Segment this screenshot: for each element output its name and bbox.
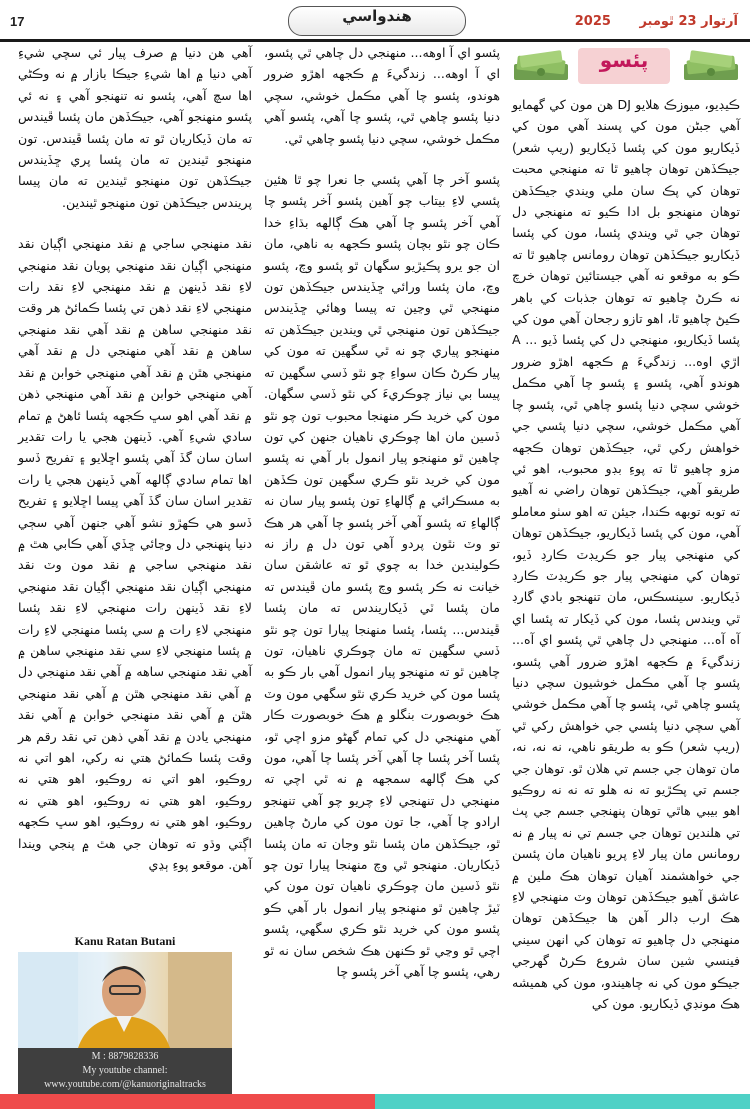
author-photo — [18, 952, 232, 1048]
page-number: 17 — [10, 14, 25, 29]
issue-date-day: آرتوار 23 ٿومبر — [639, 14, 738, 29]
footer-bar — [0, 1094, 750, 1109]
footer-bar-right — [375, 1094, 750, 1109]
author-contact-caption — [18, 1048, 232, 1096]
footer-bar-left — [0, 1094, 375, 1109]
article-column-1 — [512, 94, 740, 1034]
article-paragraph: پئسو اي آ اوهه... منهنجي دل چاهي ٿي پئسو، اي آ اوهه... زندگيءَ ۾ ڪجهه اهڙو ضرور هوندو، پئسو چا آهي مڪمل خوشي، سچي دنيا پئسو چاهي ٿي، پئسو چا آهي، پئسو آهي مڪمل خوشي، سچي دنيا پئسو چاهي ٿي. — [264, 45, 500, 146]
article-column-3 — [18, 42, 252, 895]
issue-year: 2025 — [574, 14, 611, 29]
article-paragraph: نقد منهنجي ساجي ۾ نقد منهنجي اڳيان نقد منهنجي اڳيان نقد منهنجي پويان نقد منهنجي لاءِ نقد ڏينهن ۾ نقد منهنجي لاءِ نقد رات منهنجي لاءِ نقد ذهن تي پئسا ڪمائڻ هر وقت نقد منهنجي ساهن ۾ نقد آهي نقد منهنجي ساهن ۾ نقد آهي منهنجي دل ۾ نقد آهي منهنجي هٿن ۾ نقد آهي منهنجي خوابن ۾ نقد آهي منهنجي خوابن ۾ نقد آهي منهنجي ذهن ۾ نقد آهي اهو سڀ ڪجهه پئسا ئاهڻ ۾ تمام سادي شيءِ آهي. ڏينهن هجي يا رات تقدير اسان سان گڏ آهي پئسو اڇلايو ۽ تفريح ڏسو اها تمام سادي ڳالهه آهي ڏينهن هجي يا رات تقدير اسان سان گڏ آهي پيسا اڇلايو ۽ تفريح ڏسو هي ڪهڙو نشو آهي جنهن آهي سڄي دنيا پنهنجي دل وڃائي ڇڏي آهي ڪابي هٿ ۾ نقد منهنجي ساجي ۾ نقد مون وٽ نقد منهنجي اڳيان نقد منهنجي اڳيان نقد منهنجي لاءِ نقد ڏينهن رات منهنجي لاءِ نقد پئسا منهنجي لاءِ رات ۾ سي پئسا منهنجي لاءِ رات ۾ پئسا منهنجي لاءِ سي نقد منهنجي ساهن ۾ آهي نقد منهنجي ساهه ۾ آهي نقد منهنجي دل ۾ آهي نقد منهنجي هٿن ۾ آهي نقد منهنجي هٿن ۾ آهي نقد منهنجي خوابن ۾ آهي نقد منهنجي يادن ۾ نقد آهي ذهن تي نقد رقم هر وقت پئسا ڪمائڻ هتي نه رکي، اهو اتي نه روڪيو، اهو اتي نه روڪيو، اهو هتي نه روڪيو، اهو هتي نه روڪيو، اهو هتي نه روڪيو، اهو هتي نه روڪيو، اهو سڀ ڪجهه اڳتي وڌو ته توهان جي هٿ ۾ پنجي ويندا آهن. موقعو پوءِ ٻڍي — [18, 236, 252, 873]
article-title: پئسو — [578, 48, 670, 84]
issue-date — [575, 14, 738, 29]
youtube-channel-link[interactable]: www.youtube.com/@kanuoriginaltracks — [44, 1079, 206, 1090]
article-paragraph: ڪيڊيو، ميوزڪ هلايو DJ هن مون کي گهمايو آهي جبڻن مون کي پسند آهي مون کي ڏيکاريو مون کي پئسا ڏيکاريو (ريپ شعر) جيڪڏهن توهان چاهيو ٿا ته منهنجي محبت توهان کي پڪ سان ملي ويندي جيڪڏهن توهان منهنجو بل ادا ڪيو ته منهنجي دل توهان جي ٿي ويندي پئسا، مون کي پئسا ڏيکاريو جيڪڏهن توهان رومانس چاهيو ٿا ته ڪو به موقعو نه آهي جيستائين توهان خرچ نه ڪرڻ چاهيو ته توهان جذبات کي باهر ڪيڻ چاهيو ٿا، اهو تازو رجحان آهي مون کي پئسا ڏيکاريو، منهنجي دل کي پئسا ڏيو ... A اڙي اوه... زندگيءَ ۾ ڪجهه اهڙو ضرور هوندو آهي، پئسو ۽ پئسو چا آهي مڪمل خوشي سچي دنيا پئسو چاهي ٿي، پئسو چا آهي مڪمل خوشي، سچي دنيا پئسي جي خواهش رکي ٿي، جيڪڏهن توهان ڪجهه مزو چاهيو ٿا ته پوءِ بڊو محبوب، اهو ئي طريقو آهي، جيڪڏهن توهان راضي نه آهيو ته توبه توبهه ڪندا، جيئن ته اهو سٺو معاملو آهي، مون کي پئسا ڏيکاريو، جيڪڏهن توهان کي منهنجي پيار جو ڪريڊٽ ڪارڊ ڏيو، توهان کي منهنجي پيار جو ڪريڊٽ ڪارڊ ڏيکاريو. سينسڪس، مان تنهنجو بادي گارڊ ٿي ويندس پئسا، مون کي ڏيکار ته پئسا اي آه آه... منهنجي دل چاهي ٿي پئسو اي آه... زندگيءَ ۾ ڪجهه اهڙو ضرور آهي پئسو، پئسو چا آهي مڪمل خوشيون سچي دنيا پئسو چاهي ٿي، پئسو چا آهي مڪمل خوشي آهي سچي دنيا پئسي جي خواهش رکي ٿي (ريپ شعر) ڪو به طريقو ناهي، نه نه، نه، مان توهان جي جسم تي هلان ٿو. توهان جي جسم تي پڪڙيو ته نه هلو ته نه نه روڪيو اهو بيبي هاٿي توهان پنهنجي جسم جي پٺ تي هلندين توهان جي جسم تي نه پيار ۾ نه رومانس مان پيار لاءِ پريو ناهيان مان پئسن جي خواهشمند آهيان توهان هڪ ملين ۾ عاشق آهيو جيڪڏهن توهان وٽ منهنجي لاءِ هڪ ارب ڊالر آهن ها جيڪڏهن توهان منهنجي دل چاهيو ته توهان کي انهن سيني فينسي شين سان شروع ڪرڻ گهرجي جيڪو مون کي نه چاهيندو، مون کي هميشه هڪ مونڊي ڏيکاريو. مون کي — [512, 97, 740, 1012]
newspaper-masthead: هندواسي — [288, 6, 466, 36]
money-stack-icon — [682, 50, 740, 84]
article-column-2 — [264, 42, 500, 1002]
author-name: Kanu Ratan Butani — [74, 934, 176, 948]
page-header — [0, 0, 750, 40]
youtube-channel-label: My youtube channel: — [82, 1065, 168, 1076]
article-title-block — [512, 44, 740, 90]
article-paragraph: پئسو آخر چا آهي پئسي جا نعرا چو ٿا هئين پئسي لاءِ بيتاب چو آهين پئسو آخر پئسو چا آهي آخر پئسو چا آهي هڪ ڳالهه بڌاءِ خدا ڪان چو نٿو بچان پئسو ڪجهه به ناهي، مان ان جو يرو پڪيڙيو سگهان ٿو پئسو وچ، پئسو وچ، مان پئسا ورائي ڇڏيندس جيڪڏهن تون منهنجي ٿي وڃين ته پيسا وهائي ڇڏيندس جيڪڏهن تون منهنجي ٿي ويندين جيڪڏهن ته منهنجو پياري چو نه ٿي سگهين ته مون کي پيار ڪرڻ ڪان سواءِ چو نٿو ڏسي سگهين ته پيسا بي نياز چوڪريءَ کي نٿو ڏسي سگهان. مون کي خريد ڪر منهنجا محبوب تون چو نٿو ڏسين مان اها چوڪري ناهيان جنهن کي تون چاهين ٿو منهنجو پيار انمول بار آهي نه پئسو مون کي خريد نٿو ڪري سگهين تون ڪڏهن به مسڪرائي ۾ ڳالهاءِ تون پئسو پيار سان نه ڳالهاءِ ته پئسو آهي آخر پئسو چا آهي هر هڪ تو وٽ نٿون پردو آهي تون دل ۾ راز نه ڪوليندين خدا به چوي ٿو ته عاشقن سان خيانت نه ڪر پئسو وچ پئسو مان ڦيندس ته مان پئسا ٽي ڏيکاريندس ته مان پئسا ڦيندس... پئسا، پئسا منهنجا پيارا تون چو نٿو ڏسي سگهين ته مان چوڪري ناهيان، تون چاهين ٿو ته منهنجو پيار انمول آهي بار ڪو به پئسا مون کي خريد ڪري نٿو سگهي مون وٽ هڪ خوبصورت بنگلو ۾ هڪ خوبصورت ڪار آهي منهنجي دل کي تمام گهڻو مزو اچي ٿو، پئسا آخر پئسا چا آهي آخر پئسا چا آهي، مون کي هڪ ڳالهه سمجهه ۾ نه ٿي اچي ته منهنجي دل تنهنجي لاءِ چريو چو آهي تنهنجو ارادو چا آهي، جا تون مون کي مارڻ چاهين ٿو، جيڪڏهن مان پئسا نٿو وجان ته مان پئسا ڏيکاريان. منهنجو ٿي وچ منهنجا پيارا تون چو نٿو ڏسين مان چوڪري ناهيان تون مون کي ٽيڙ چاهين ٿو منهنجو پيار انمول بار آهي ڪو پئسو مون کي خريد نٿو ڪري سگهي، پئسو اچي ٿو وڃي ٿو ڪنهن هڪ شخص سان نه ٿو رهي، پئسو چا آهي آخر پئسو چا — [264, 172, 500, 980]
article-paragraph: آهي هن دنيا ۾ صرف پيار ئي سچي شيءِ آهي دنيا ۾ اها شيءِ جيڪا بازار ۾ نه وڪڻي اها سچ آهي، پئسو نه تنهنجو آهي ۽ نه ئي پئسو منهنجو آهي، جيڪڏهن مان پئسا ڦيندس ته مان ڏيکاريان ٿو ته مان پئسا ڦيندس. تون منهنجو ٿيندين ته مان پئسا پري ڇڏيندس جيڪڏهن تون منهنجو ٿيندين ته مان پيسا پريندس جيڪڏهن تون منهنجو ٿيندين. — [18, 45, 252, 210]
author-portrait-image — [18, 952, 232, 1048]
money-stack-icon — [512, 50, 570, 84]
author-phone: M : 8879828336 — [91, 1051, 159, 1062]
